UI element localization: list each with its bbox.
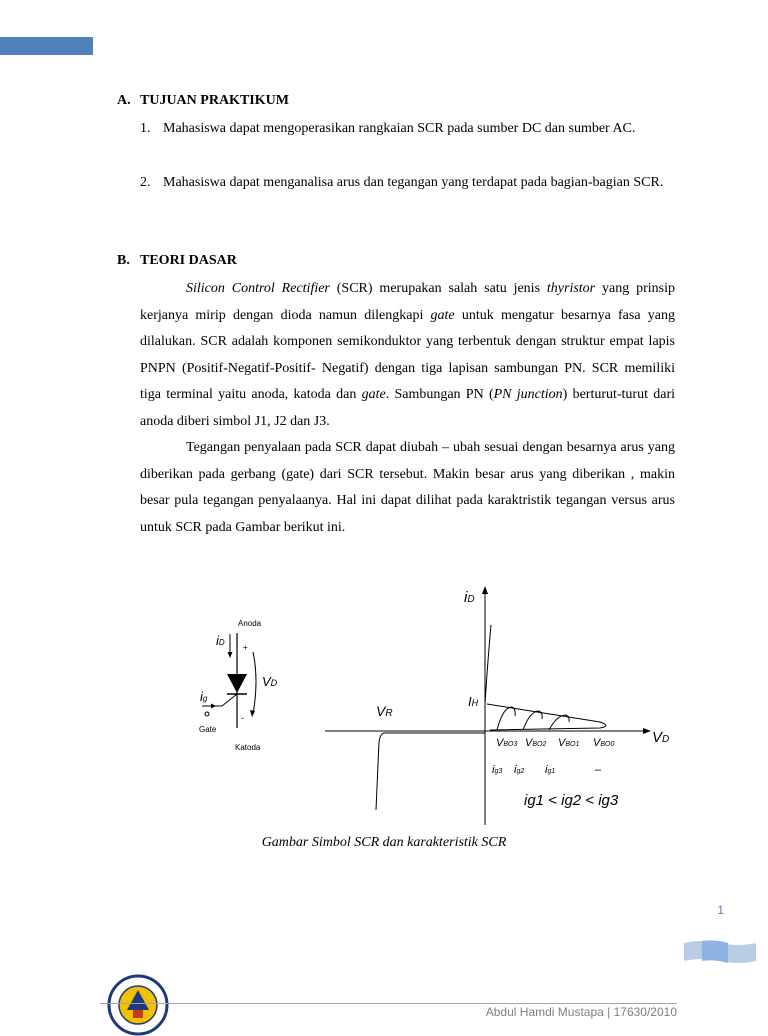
text-run: . Sambungan PN ( [385,387,494,402]
vbo-sub: BO3 [503,741,518,748]
ig3-curve [497,707,515,730]
y-axis-arrowhead-icon [482,586,488,594]
vd-sub: D [270,678,278,688]
footer-rule [100,1003,677,1004]
ig1-curve [549,715,569,730]
y-sub: D [467,594,475,605]
ig1-label [545,764,555,776]
minus-sign: - [241,713,244,723]
ig-main: i [514,764,517,776]
section-a-letter: A. [117,93,131,108]
plus-sign: + [243,643,248,652]
ig-main: i [545,764,548,776]
vbo1-label [558,737,579,749]
list-item [140,170,675,197]
ig2-label [514,764,524,776]
scr-triangle-icon [227,674,247,693]
x-axis-label [652,729,669,746]
list-item-number: 2. [140,175,151,190]
conduction-curve [485,625,491,705]
text-run: yang prinsip kerjanya mirip dengan dioda namun dilengkapi [140,281,675,323]
deco-band [702,940,728,963]
ig2-curve [523,711,542,730]
vbo-main: V [525,737,533,749]
gate-terminal [205,712,209,716]
term-thyristor: thyristor [546,281,596,296]
list-item-text: Mahasiswa dapat menganalisa arus dan tegangan yang terdapat pada bagian-bagian SCR. [163,175,664,190]
ih-main: I [468,694,472,709]
x-main: V [652,729,663,746]
paragraph-1 [140,276,675,435]
vbo-sub: BO1 [565,741,580,748]
katoda-label: Katoda [235,743,261,752]
page-number: 1 [717,903,724,917]
vbo-main: V [593,737,601,749]
vr-sub: R [385,708,393,719]
ig-sub: g3 [494,768,503,775]
vr-label [376,703,393,719]
gate-label: Gate [199,725,217,734]
y-axis-label [464,589,475,606]
vbo-main: V [558,737,566,749]
section-b-letter: B. [117,253,130,268]
x-sub: D [662,734,670,745]
term-gate: gate [430,307,455,323]
section-a-heading [117,93,289,109]
dash-label: – [595,764,602,776]
university-logo [107,974,169,1036]
section-b-title: TEORI DASAR [140,253,237,268]
ig3-label [492,764,502,776]
page-corner-decoration [684,937,756,965]
figure-caption: Gambar Simbol SCR dan karakteristik SCR [261,835,507,850]
ig-relation-label: ig1 < ig2 < ig3 [524,792,619,809]
vbo0-label [593,737,614,749]
text-run: ) berturut-turut dari anoda diberi simbol J1, J2 dan J3. [140,387,676,429]
vbo-main: V [496,737,504,749]
text-run: untuk mengatur besarnya fasa yang dilalukan. SCR adalah komponen semikonduktor yang terbentuk dengan struktur empat lapis PNPN (Positif-Negatif-Positif- Negatif) dengan tiga lapisan sambungan PN. SCR memiliki tiga terminal yaitu anoda, katoda dan [140,307,675,402]
vbo-sub: BO2 [532,741,547,748]
section-b-heading [117,253,237,269]
body-text [140,276,675,541]
header-accent-bar [0,37,93,55]
y-main: i [464,589,468,606]
ig-main: i [492,764,495,776]
vd-arrowhead-icon [250,710,255,717]
ig-sub: g1 [547,768,556,775]
ig-main: i [200,689,203,704]
paragraph-2: Tegangan penyalaan pada SCR dapat diubah – ubah sesuai dengan besarnya arus yang diberikan pada gerbang (gate) dari SCR tersebut. Makin besar arus yang diberikan , makin besar pula tegangan penyalaanya. Hal ini dapat dilihat pada karaktristik tegangan versus arus untuk SCR pada Gambar berikut ini. [140,440,675,535]
id-arrowhead-icon [228,652,233,658]
vd-bracket [253,652,256,714]
reverse-curve [376,733,485,810]
id-label [216,633,225,648]
vd-main: V [262,674,271,689]
ih-sub: H [471,698,479,708]
forward-blocking-curve [487,704,606,730]
ig-label [200,689,208,704]
footer-author: Abdul Hamdi Mustapa | 17630/2010 [485,1005,677,1019]
ig-sub: g [202,694,208,703]
vbo-sub: BO0 [600,741,615,748]
text-run: (SCR) merupakan salah satu jenis [329,281,547,296]
logo-base [133,1010,143,1018]
ig-arrowhead-icon [211,704,216,709]
anoda-label: Anoda [238,619,262,628]
section-a-title: TUJUAN PRAKTIKUM [140,93,289,108]
vr-main: V [376,703,386,719]
vbo2-label [525,737,546,749]
vbo3-label [496,737,517,749]
list-item-number: 1. [140,121,151,136]
id-sub: D [218,638,225,647]
characteristic-graph [325,586,669,825]
gate-lead [222,694,237,706]
term-gate: gate [361,387,386,402]
scr-symbol [199,619,278,752]
vd-label [262,674,278,689]
x-axis-arrowhead-icon [643,728,651,734]
term-pn-junction: PN junction [493,387,563,402]
ig-sub: g2 [516,768,525,775]
list-item [140,116,675,143]
scr-figure [0,580,768,830]
id-main: i [216,633,219,648]
ih-label [468,694,479,709]
list-item-text: Mahasiswa dapat mengoperasikan rangkaian SCR pada sumber DC dan sumber AC. [163,121,636,136]
term-scr: Silicon Control Rectifier [186,281,330,296]
